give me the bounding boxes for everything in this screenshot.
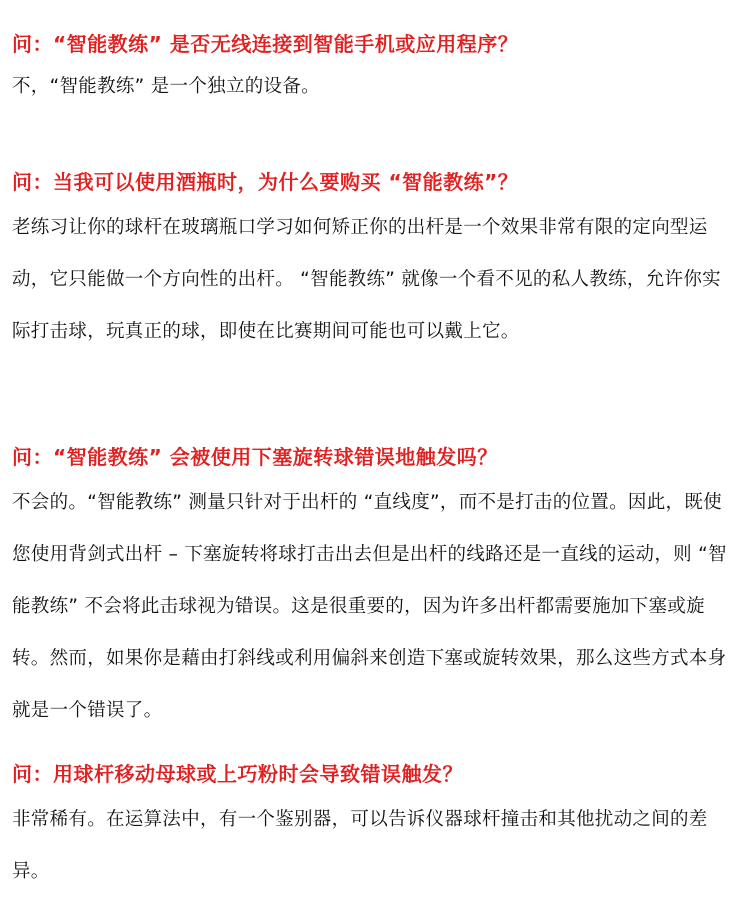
faq-answer-3: 不会的。“智能教练” 测量只针对于出杆的 “直线度”，而不是打击的位置。因此，既使您使用背剑式出杆 – 下塞旋转将球打击出去但是出杆的线路还是一直线的运动，则 “智能教练” 不会将此击球视为错误。这是很重要的，因为许多出杆都需要施加下塞或旋转。然而，如果你是藉由打斜线或利用偏斜来创造下塞或旋转效果，那么这些方式本身就是一个错误了。 [12,492,727,721]
faq-question-4: 问：用球杆移动母球或上巧粉时会导致错误触发？ [12,762,463,786]
faq-question-1: 问：“智能教练” 是否无线连接到智能手机或应用程序？ [12,32,519,56]
faq-answer-4: 非常稀有。在运算法中，有一个鉴别器，可以告诉仪器球杆撞击和其他扰动之间的差异。 [12,809,708,882]
faq-answer-1: 不，“智能教练” 是一个独立的设备。 [12,76,320,97]
faq-question-2: 问：当我可以使用酒瓶时，为什么要购买 “智能教练”？ [12,170,519,194]
faq-question-3: 问：“智能教练” 会被使用下塞旋转球错误地触发吗？ [12,445,498,469]
faq-answer-2: 老练习让你的球杆在玻璃瓶口学习如何矫正你的出杆是一个效果非常有限的定向型运动，它只能做一个方向性的出杆。 “智能教练” 就像一个看不见的私人教练，允许你实际打击球，玩真正的球，即使在比赛期间可能也可以戴上它。 [12,217,721,342]
